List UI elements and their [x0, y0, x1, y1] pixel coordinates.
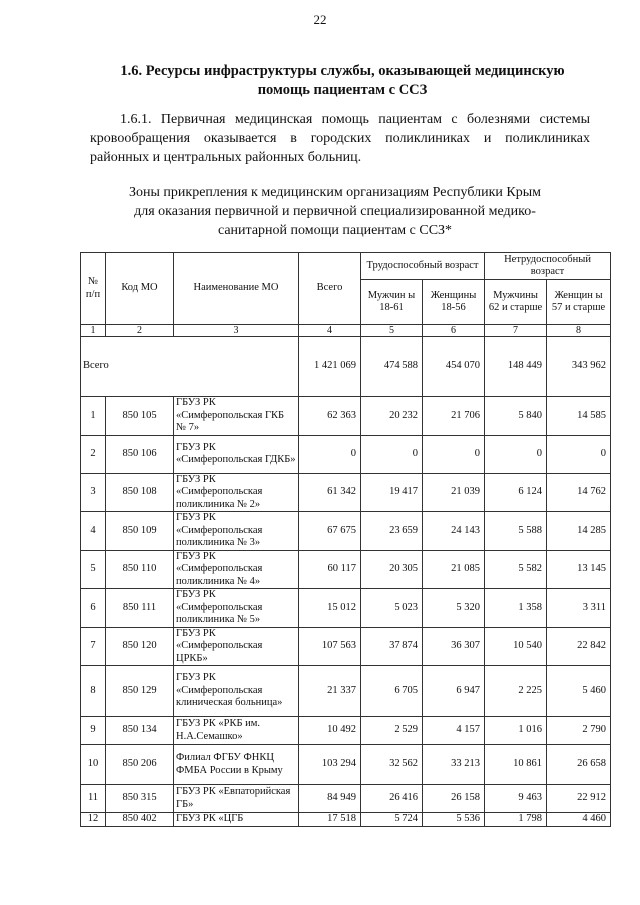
row-num: 5	[81, 550, 106, 589]
medical-organizations-table	[80, 252, 611, 827]
row-code: 850 315	[106, 785, 174, 813]
header-total: Всего	[299, 253, 361, 325]
row-men-nonworking: 5 840	[485, 397, 547, 436]
row-num: 11	[81, 785, 106, 813]
row-women-nonworking: 13 145	[547, 550, 611, 589]
row-name: ГБУЗ РК «Симферопольская ЦРКБ»	[174, 627, 299, 666]
row-men-nonworking: 1 358	[485, 589, 547, 628]
row-total: 10 492	[299, 717, 361, 745]
header-men-62-plus: Мужчины 62 и старше	[485, 280, 547, 325]
table-row	[81, 627, 611, 666]
row-men-working: 20 305	[361, 550, 423, 589]
table-title-line-3: санитарной помощи пациентам с ССЗ*	[217, 223, 453, 238]
row-code: 850 120	[106, 627, 174, 666]
row-num: 6	[81, 589, 106, 628]
row-code: 850 106	[106, 435, 174, 473]
column-number: 5	[361, 325, 423, 337]
column-number: 2	[106, 325, 174, 337]
row-men-working: 37 874	[361, 627, 423, 666]
row-women-working: 6 947	[423, 666, 485, 717]
row-men-nonworking: 5 588	[485, 512, 547, 551]
row-women-nonworking: 22 842	[547, 627, 611, 666]
row-men-nonworking: 0	[485, 435, 547, 473]
row-code: 850 109	[106, 512, 174, 551]
row-name: ГБУЗ РК «Симферопольская ГДКБ»	[174, 435, 299, 473]
total-men-working: 474 588	[361, 337, 423, 397]
column-numbers-row	[81, 325, 611, 337]
row-code: 850 105	[106, 397, 174, 436]
row-men-working: 26 416	[361, 785, 423, 813]
row-men-working: 5 023	[361, 589, 423, 628]
table-row	[81, 512, 611, 551]
row-total: 67 675	[299, 512, 361, 551]
header-code: Код МО	[106, 253, 174, 325]
row-women-working: 26 158	[423, 785, 485, 813]
row-women-working: 5 320	[423, 589, 485, 628]
row-women-nonworking: 4 460	[547, 813, 611, 827]
row-total: 62 363	[299, 397, 361, 436]
row-women-working: 4 157	[423, 717, 485, 745]
row-women-nonworking: 14 585	[547, 397, 611, 436]
row-men-nonworking: 5 582	[485, 550, 547, 589]
row-men-nonworking: 1 016	[485, 717, 547, 745]
row-total: 15 012	[299, 589, 361, 628]
column-number: 4	[299, 325, 361, 337]
header-working-age: Трудоспособный возраст	[361, 253, 485, 280]
header-row-1	[81, 253, 611, 280]
row-code: 850 129	[106, 666, 174, 717]
row-num: 3	[81, 473, 106, 512]
row-men-working: 6 705	[361, 666, 423, 717]
row-men-nonworking: 10 861	[485, 745, 547, 785]
row-women-nonworking: 22 912	[547, 785, 611, 813]
row-name: ГБУЗ РК «Симферопольская поликлиника № 3»	[174, 512, 299, 551]
table-row	[81, 397, 611, 436]
header-women-18-56: Женщины 18-56	[423, 280, 485, 325]
table-title-line-1: Зоны прикрепления к медицинским организациям Республики Крым	[129, 185, 541, 200]
row-women-nonworking: 26 658	[547, 745, 611, 785]
total-all: 1 421 069	[299, 337, 361, 397]
row-code: 850 206	[106, 745, 174, 785]
total-men-nonworking: 148 449	[485, 337, 547, 397]
total-row	[81, 337, 611, 397]
table-row	[81, 745, 611, 785]
table-row	[81, 666, 611, 717]
row-women-working: 21 039	[423, 473, 485, 512]
row-total: 84 949	[299, 785, 361, 813]
page-number: 22	[313, 12, 327, 27]
row-women-working: 36 307	[423, 627, 485, 666]
row-women-nonworking: 2 790	[547, 717, 611, 745]
column-number: 3	[174, 325, 299, 337]
column-number: 1	[81, 325, 106, 337]
row-name: Филиал ФГБУ ФНКЦ ФМБА России в Крыму	[174, 745, 299, 785]
row-total: 107 563	[299, 627, 361, 666]
row-men-working: 20 232	[361, 397, 423, 436]
column-number: 6	[423, 325, 485, 337]
row-total: 21 337	[299, 666, 361, 717]
row-women-working: 24 143	[423, 512, 485, 551]
table-row	[81, 785, 611, 813]
row-name: ГБУЗ РК «РКБ им. Н.А.Семашко»	[174, 717, 299, 745]
row-name: ГБУЗ РК «Симферопольская ГКБ № 7»	[174, 397, 299, 436]
header-men-18-61: Мужчин ы 18-61	[361, 280, 423, 325]
row-men-working: 2 529	[361, 717, 423, 745]
section-heading	[95, 62, 590, 100]
row-men-working: 19 417	[361, 473, 423, 512]
row-women-nonworking: 5 460	[547, 666, 611, 717]
header-name: Наименование МО	[174, 253, 299, 325]
row-women-nonworking: 14 762	[547, 473, 611, 512]
table-row	[81, 589, 611, 628]
intro-paragraph: 1.6.1. Первичная медицинская помощь пациентам с болезнями системы кровообращения оказывается в городских поликлиниках и поликлиниках районных и центральных районных больниц.	[90, 112, 590, 165]
table-title-line-2: для оказания первичной и первичной специализированной медико-	[134, 204, 536, 219]
row-code: 850 110	[106, 550, 174, 589]
row-men-nonworking: 9 463	[485, 785, 547, 813]
table-row	[81, 717, 611, 745]
row-name: ГБУЗ РК «Симферопольская поликлиника № 5»	[174, 589, 299, 628]
row-name: ГБУЗ РК «Симферопольская поликлиника № 2»	[174, 473, 299, 512]
row-women-working: 5 536	[423, 813, 485, 827]
table-row	[81, 813, 611, 827]
row-total: 17 518	[299, 813, 361, 827]
row-women-nonworking: 14 285	[547, 512, 611, 551]
row-men-nonworking: 10 540	[485, 627, 547, 666]
row-name: ГБУЗ РК «Евпаторийская ГБ»	[174, 785, 299, 813]
row-total: 0	[299, 435, 361, 473]
row-num: 8	[81, 666, 106, 717]
row-num: 12	[81, 813, 106, 827]
row-name: ГБУЗ РК «ЦГБ	[174, 813, 299, 827]
row-num: 2	[81, 435, 106, 473]
column-number: 7	[485, 325, 547, 337]
row-women-working: 21 706	[423, 397, 485, 436]
row-women-working: 0	[423, 435, 485, 473]
row-total: 61 342	[299, 473, 361, 512]
row-num: 1	[81, 397, 106, 436]
row-total: 103 294	[299, 745, 361, 785]
row-women-nonworking: 3 311	[547, 589, 611, 628]
total-label: Всего	[81, 337, 299, 397]
row-men-working: 23 659	[361, 512, 423, 551]
row-men-working: 5 724	[361, 813, 423, 827]
row-code: 850 108	[106, 473, 174, 512]
header-num: № п/п	[81, 253, 106, 325]
row-code: 850 402	[106, 813, 174, 827]
row-women-nonworking: 0	[547, 435, 611, 473]
row-men-nonworking: 6 124	[485, 473, 547, 512]
row-total: 60 117	[299, 550, 361, 589]
row-name: ГБУЗ РК «Симферопольская клиническая больница»	[174, 666, 299, 717]
table-row	[81, 473, 611, 512]
table-row	[81, 550, 611, 589]
row-code: 850 134	[106, 717, 174, 745]
table-row	[81, 435, 611, 473]
header-nonworking-age: Нетрудоспособный возраст	[485, 253, 611, 280]
row-code: 850 111	[106, 589, 174, 628]
section-heading-line-2: помощь пациентам с ССЗ	[257, 82, 428, 98]
row-women-working: 33 213	[423, 745, 485, 785]
row-name: ГБУЗ РК «Симферопольская поликлиника № 4»	[174, 550, 299, 589]
row-num: 7	[81, 627, 106, 666]
row-men-nonworking: 1 798	[485, 813, 547, 827]
table-title	[75, 183, 595, 240]
section-heading-line-1: 1.6. Ресурсы инфраструктуры службы, оказывающей медицинскую	[120, 63, 565, 79]
row-men-working: 0	[361, 435, 423, 473]
row-num: 10	[81, 745, 106, 785]
row-men-working: 32 562	[361, 745, 423, 785]
row-men-nonworking: 2 225	[485, 666, 547, 717]
total-women-nonworking: 343 962	[547, 337, 611, 397]
row-num: 9	[81, 717, 106, 745]
header-women-57-plus: Женщин ы 57 и старше	[547, 280, 611, 325]
total-women-working: 454 070	[423, 337, 485, 397]
row-women-working: 21 085	[423, 550, 485, 589]
column-number: 8	[547, 325, 611, 337]
row-num: 4	[81, 512, 106, 551]
